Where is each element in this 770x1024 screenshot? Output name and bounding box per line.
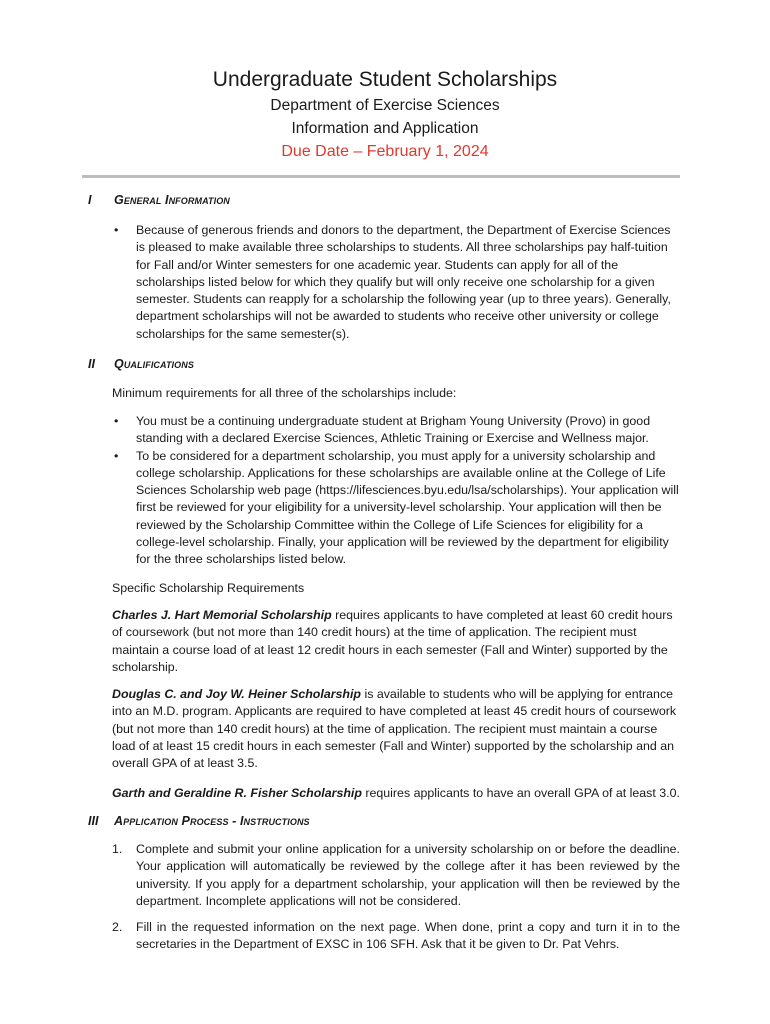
list-item: [112, 413, 680, 448]
scholarship-hart: [112, 607, 680, 676]
scholarship-name: Garth and Geraldine R. Fisher Scholarship: [112, 786, 362, 800]
section-title: General Information: [114, 193, 230, 207]
step-text: Fill in the requested information on the next page. When done, print a copy and turn it in to the secretaries in the Department of EXSC in 106 SFH. Ask that it be given to Dr. Pat Vehrs.: [136, 920, 680, 952]
qualification-text: To be considered for a department scholarship, you must apply for a university scholarship and college scholarship. Applications for these scholarships are available online at the College of Life Sciences Scholarship web page (https://lifesciences.byu.edu/lsa/scholarships). Your application will first be reviewed for your eligibility for a university-level scholarship. Your application will then be reviewed by the Scholarship Committee within the College of Life Sciences for eligibility for a college-level scholarship. Finally, your application will be reviewed by the department for eligibility for the three scholarships listed below.: [136, 448, 679, 567]
list-item: [112, 448, 680, 569]
scholarship-name: Charles J. Hart Memorial Scholarship: [112, 608, 332, 622]
section-heading-application: [88, 814, 310, 828]
specific-requirements-heading: Specific Scholarship Requirements: [112, 581, 305, 595]
list-item: [112, 222, 680, 343]
list-item: [112, 919, 680, 954]
step-text: Complete and submit your online application for a university scholarship on or before the deadline. Your application will automatically be reviewed by the college after it has been reviewed by the university. If you apply for a department scholarship, your application will then be reviewed by the department. Incomplete applications will not be considered.: [136, 842, 680, 908]
qualifications-intro: Minimum requirements for all three of the scholarships include:: [112, 386, 457, 400]
general-info-text: Because of generous friends and donors to the department, the Department of Exercise Sciences is pleased to make available three scholarships to students. All three scholarships pay half-tuition for Fall and/or Winter semesters for one academic year. Students can apply for all of the scholarships listed below for which they qualify but will only receive one scholarship for a given semester. Students can reapply for a scholarship the following year (up to three years). Generally, department scholarships will not be awarded to students who receive other university or college scholarships for the same semester(s).: [136, 223, 671, 341]
step-number: 1.: [112, 842, 123, 856]
section-number: III: [88, 814, 99, 828]
header-divider: [82, 175, 680, 178]
scholarship-description: requires applicants to have an overall GPA of at least 3.0.: [361, 786, 680, 800]
application-steps: [112, 841, 680, 954]
scholarship-heiner: [112, 686, 680, 772]
section-number: I: [88, 193, 92, 207]
list-item: [112, 841, 680, 910]
title-block: [0, 66, 770, 163]
bullet-icon: •: [114, 448, 119, 463]
scholarship-fisher: [112, 785, 680, 802]
scholarship-description: requires applicants to have completed at least 60 credit hours of coursework (but not more than 140 credit hours) at the time of application. The recipient must maintain a course load of at least 12 credit hours in each semester (Fall and Winter) supported by the scholarship.: [112, 608, 673, 674]
scholarship-description: is available to students who will be applying for entrance into an M.D. program. Applicants are required to have completed at least 45 credit hours of coursework (but not more than 140 credit hours) at the time of application. The recipient must maintain a course load of at least 15 credit hours in each semester (Fall and Winter) supported by the scholarship and an overall GPA of at least 3.5.: [112, 687, 677, 771]
page-subtitle: Information and Application: [291, 120, 479, 137]
step-number: 2.: [112, 920, 123, 935]
page-title: Undergraduate Student Scholarships: [212, 68, 558, 91]
qualification-text: You must be a continuing undergraduate student at Brigham Young University (Provo) in good standing with a declared Exercise Sciences, Athletic Training or Exercise and Wellness major.: [136, 414, 651, 446]
section-number: II: [88, 357, 95, 371]
section-title: Application Process - Instructions: [114, 814, 310, 828]
general-info-list: [112, 222, 680, 343]
bullet-icon: •: [114, 414, 119, 428]
bullet-icon: •: [114, 223, 119, 237]
scholarship-name: Douglas C. and Joy W. Heiner Scholarship: [112, 687, 362, 701]
qualifications-list: [112, 413, 680, 569]
section-heading-qualifications: [88, 357, 194, 371]
due-date: Due Date – February 1, 2024: [281, 143, 489, 160]
section-title: Qualifications: [114, 357, 194, 371]
section-heading-general: [88, 193, 230, 207]
department-name: Department of Exercise Sciences: [270, 97, 500, 114]
